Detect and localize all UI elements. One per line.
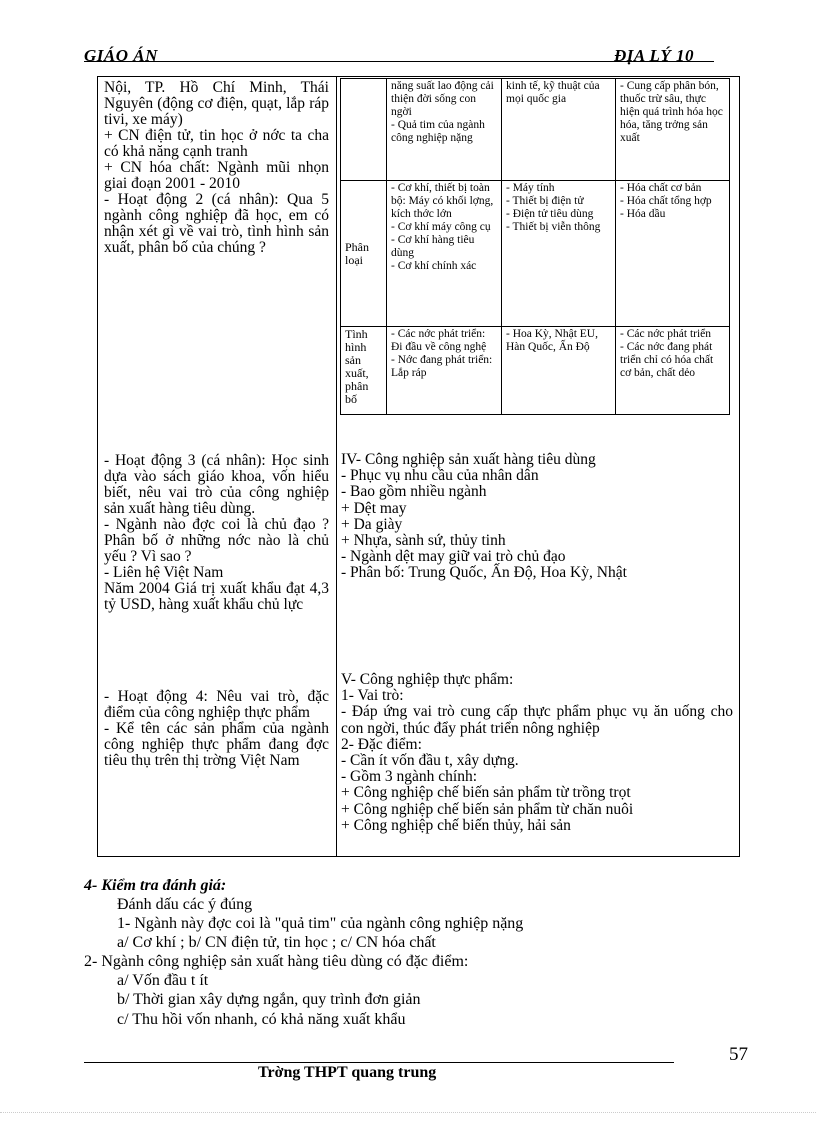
table-cell — [387, 181, 502, 327]
left-text: + CN hóa chất: Ngành mũi nhọn giai đoạn 2001 - 2010 — [104, 159, 329, 192]
footer-school: Trờng THPT quang trung — [258, 1064, 437, 1081]
cell-text: - Các nớc phát triển: Đi đầu về công nghệ - Nớc đang phát triển: Lắp ráp — [391, 328, 493, 379]
section-v-title: V- Công nghiệp thực phẩm: — [341, 671, 514, 688]
section-line: + Công nghiệp chế biến sản phẩm từ chăn nuôi — [341, 800, 634, 818]
cell-text: - Cơ khí, thiết bị toàn bộ: Máy có khối lợng, kích thớc lớn - Cơ khí máy công cụ - Cơ khí hàng tiêu dùng - Cơ khí chính xác — [391, 182, 494, 272]
left-text: Nội, TP. Hồ Chí Minh, Thái Nguyên (động cơ điện, quạt, lắp ráp tivi, xe máy) — [104, 79, 329, 128]
question-2-option-c: c/ Thu hồi vốn nhanh, có khả năng xuất khẩu — [117, 1011, 406, 1028]
cell-text: kinh tế, kỹ thuật của mọi quốc gia — [506, 80, 600, 105]
question-2: 2- Ngành công nghiệp sản xuất hàng tiêu dùng có đặc điểm: — [84, 953, 469, 970]
header-left: GIÁO ÁN — [84, 46, 158, 65]
section-line: 1- Vai trò: — [341, 687, 404, 705]
footer-rule — [84, 1062, 674, 1063]
section-line: - Bao gồm nhiều ngành — [341, 483, 487, 501]
row-head: Tình hình sản xuất, phân bố — [341, 327, 387, 415]
section-line: + Da giày — [341, 515, 403, 533]
section-line: + Công nghiệp chế biến sản phẩm từ trồng trọt — [341, 784, 631, 802]
section-line: - Gồm 3 ngành chính: — [341, 768, 478, 786]
section-line: - Phục vụ nhu cầu của nhân dân — [341, 467, 539, 485]
section-iv — [341, 452, 733, 582]
question-2-option-a: a/ Vốn đầu t ít — [117, 972, 209, 989]
section-line: 2- Đặc điểm: — [341, 735, 422, 753]
assessment-title: 4- Kiểm tra đánh giá: — [84, 877, 227, 894]
cell-text: - Các nớc phát triển - Các nớc đang phát triển chỉ có hóa chất cơ bản, chất dẻo — [620, 328, 714, 379]
left-text: - Kể tên các sản phẩm của ngành công nghiệp thực phẩm đang đợc tiêu thụ trên thị trờng Việt Nam — [104, 720, 329, 769]
cell-text: - Hoa Kỳ, Nhật EU, Hàn Quốc, Ấn Độ — [506, 328, 598, 353]
left-text: - Hoạt động 2 (cá nhân): Qua 5 ngành công nghiệp đã học, em có nhận xét gì về vai trò, tình hình sản xuất, phân bố của chúng ? — [104, 191, 329, 256]
row-head — [341, 79, 387, 181]
section-line: + Dệt may — [341, 499, 407, 517]
cell-text: năng suất lao động cải thiện đời sống con ngời - Quả tim của ngành công nghiệp nặng — [391, 80, 494, 144]
question-2-option-b: b/ Thời gian xây dựng ngắn, quy trình đơn giản — [117, 991, 421, 1008]
section-line: - Đáp ứng vai trò cung cấp thực phẩm phục vụ ăn uống cho con ngời, thúc đẩy phát triển nông nghiệp — [341, 703, 733, 737]
left-block-3 — [104, 689, 329, 769]
table-cell — [387, 79, 502, 181]
table-cell — [616, 181, 730, 327]
section-v — [341, 672, 733, 834]
table-row — [341, 327, 730, 415]
table-row — [341, 181, 730, 327]
header-right: ĐỊA LÝ 10 — [614, 46, 695, 65]
industry-table — [340, 78, 730, 415]
table-cell — [387, 327, 502, 415]
table-cell — [616, 327, 730, 415]
cell-text: - Máy tính - Thiết bị điện tử - Điện tử tiêu dùng - Thiết bị viễn thông — [506, 182, 601, 233]
assessment-instruction: Đánh dấu các ý đúng — [117, 896, 253, 913]
left-block-1 — [104, 80, 329, 256]
question-1-options: a/ Cơ khí ; b/ CN điện tử, tin học ; c/ CN hóa chất — [117, 934, 436, 951]
table-row — [341, 79, 730, 181]
left-text: - Hoạt động 3 (cá nhân): Học sinh dựa vào sách giáo khoa, vốn hiểu biết, nêu vai trò của công nghiệp sản xuất hàng tiêu dùng. — [104, 452, 329, 517]
row-head: Phân loại — [341, 181, 387, 327]
left-text: - Ngành nào đợc coi là chủ đạo ? Phân bố ở những nớc nào là chủ yếu ? Vì sao ? — [104, 516, 329, 565]
page-edge — [0, 1112, 816, 1113]
cell-text: - Cung cấp phân bón, thuốc trừ sâu, thực hiện quá trình hóa học hóa, tăng trởng sản xuất — [620, 80, 723, 144]
section-line: + Công nghiệp chế biến thủy, hải sản — [341, 816, 571, 834]
header-rule — [84, 61, 714, 62]
table-cell — [502, 327, 616, 415]
left-text: - Liên hệ Việt Nam — [104, 564, 224, 581]
page-number: 57 — [729, 1044, 748, 1065]
section-iv-title: IV- Công nghiệp sản xuất hàng tiêu dùng — [341, 451, 596, 468]
left-text: + CN điện tử, tin học ở nớc ta cha có khả năng cạnh tranh — [104, 127, 329, 160]
question-1: 1- Ngành này đợc coi là "quả tim" của ngành công nghiệp nặng — [117, 915, 524, 932]
section-line: - Cần ít vốn đầu t, xây dựng. — [341, 752, 519, 770]
table-cell — [616, 79, 730, 181]
section-line: - Phân bố: Trung Quốc, Ấn Độ, Hoa Kỳ, Nhật — [341, 564, 627, 582]
section-line: + Nhựa, sành sứ, thủy tinh — [341, 532, 506, 550]
table-cell — [502, 79, 616, 181]
left-block-2 — [104, 453, 329, 613]
table-cell — [502, 181, 616, 327]
left-text: Năm 2004 Giá trị xuất khẩu đạt 4,3 tỷ USD, hàng xuất khẩu chủ lực — [104, 580, 329, 613]
section-line: - Ngành dệt may giữ vai trò chủ đạo — [341, 548, 566, 566]
cell-text: - Hóa chất cơ bản - Hóa chất tổng hợp - Hóa dầu — [620, 182, 712, 220]
column-divider — [336, 76, 337, 857]
left-text: - Hoạt động 4: Nêu vai trò, đặc điểm của công nghiệp thực phẩm — [104, 688, 329, 721]
